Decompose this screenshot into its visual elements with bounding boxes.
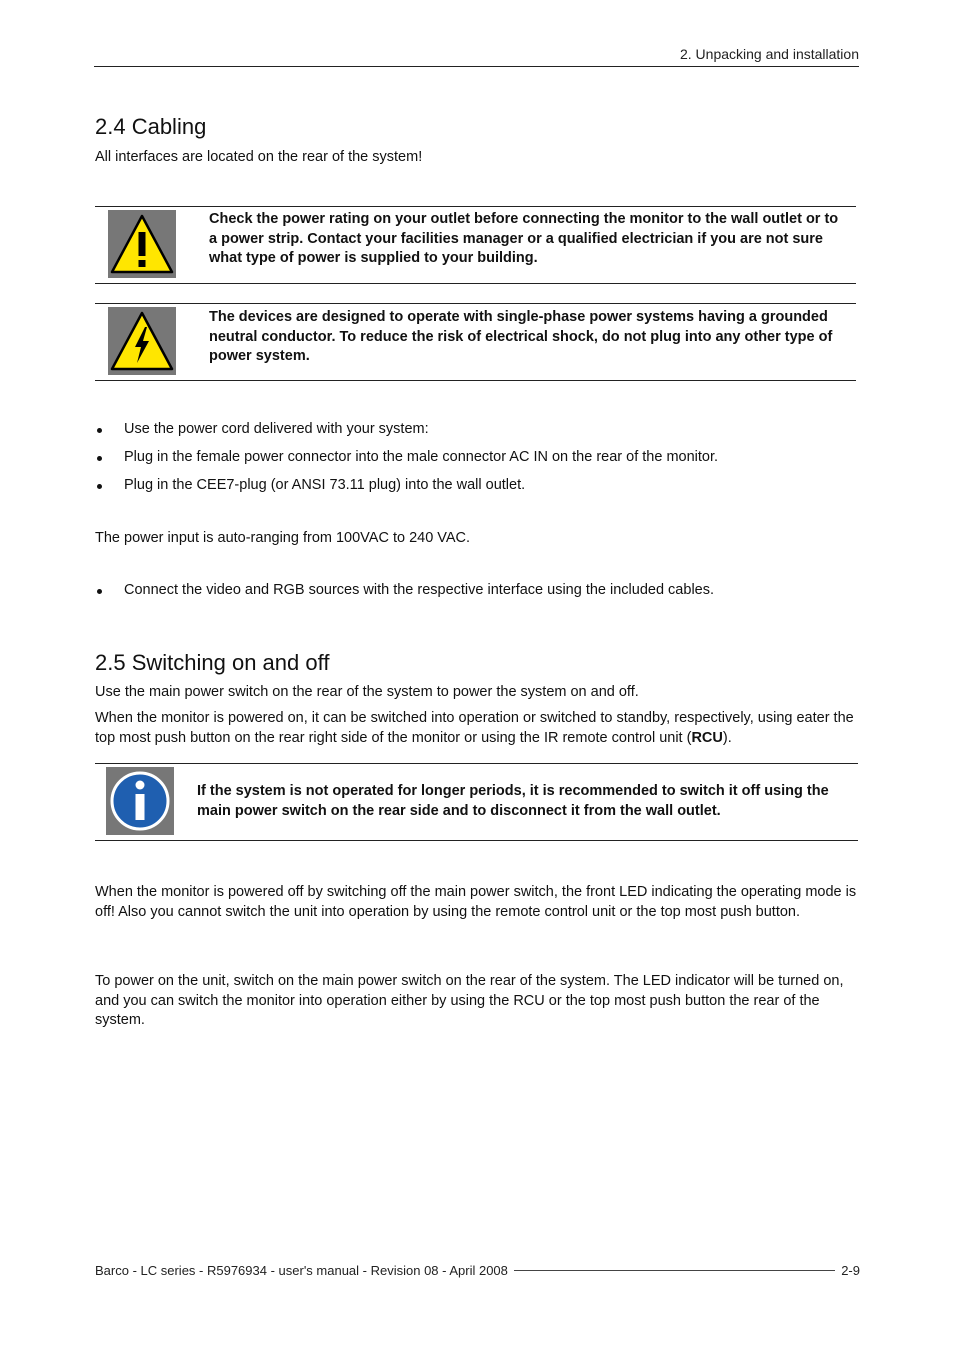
warning-text-single-phase: The devices are designed to operate with single-phase power systems having a grounded neutral conductor. To reduce the risk of electrical shock, do not plug into any other type of power system. [209, 309, 833, 364]
chapter-title: 2. Unpacking and installation [679, 46, 859, 62]
switching-para-3: When the monitor is powered off by switching off the main power switch, the front LED indicating the operating mode is off! Also you cannot switch the unit into operation by using the remote control unit or the top most push button. [95, 884, 857, 920]
cabling-intro: All interfaces are located on the rear of the system! [95, 149, 423, 165]
footer-rule [514, 1270, 835, 1271]
electrical-hazard-icon [108, 307, 176, 375]
power-input-text: The power input is auto-ranging from 100VAC to 240 VAC. [95, 530, 471, 546]
warning-text-power-rating: Check the power rating on your outlet before connecting the monitor to the wall outlet or to a power strip. Contact your facilities manager or a qualified electrician if you are not sure what type of power is supplied to your building. [209, 211, 839, 266]
info-icon [106, 767, 174, 835]
info-text: If the system is not operated for longer periods, it is recommended to switch it off using the main power switch on the rear side and to disconnect it from the wall outlet. [197, 783, 829, 819]
section-title-switching: 2.5 Switching on and off [95, 650, 330, 675]
page-footer [95, 1260, 860, 1280]
list-item: Use the power cord delivered with your system: [95, 420, 860, 439]
list-item: Plug in the CEE7-plug (or ANSI 73.11 plug) into the wall outlet. [95, 476, 860, 495]
switching-para-1: Use the main power switch on the rear of the system to power the system on and off. [95, 684, 639, 700]
rcu-term: RCU [691, 729, 723, 746]
page-header [94, 44, 859, 67]
list-item: Plug in the female power connector into the male connector AC IN on the rear of the monitor. [95, 448, 860, 467]
info-note [95, 763, 858, 841]
warning-exclamation-icon [108, 210, 176, 278]
section-title-cabling: 2.4 Cabling [95, 114, 207, 139]
warning-note-power-rating [95, 206, 856, 284]
warning-note-single-phase [95, 303, 856, 381]
list-item: Connect the video and RGB sources with the respective interface using the included cables. [95, 581, 860, 600]
page-number: 2-9 [841, 1262, 860, 1278]
footer-document-info: Barco - LC series - R5976934 - user's manual - Revision 08 - April 2008 [95, 1262, 508, 1278]
cabling-steps-list [95, 420, 860, 504]
cabling-steps-list-2 [95, 581, 860, 609]
switching-para-4: To power on the unit, switch on the main power switch on the rear of the system. The LED indicator will be turned on, and you can switch the monitor into operation either by using the RCU or the top most push button the rear of the system. [95, 973, 844, 1028]
switching-para-2: When the monitor is powered on, it can be switched into operation or switched to standby, respectively, using eater the top most push button on the rear right side of the monitor or using the IR remote control unit (RCU). [95, 710, 854, 746]
